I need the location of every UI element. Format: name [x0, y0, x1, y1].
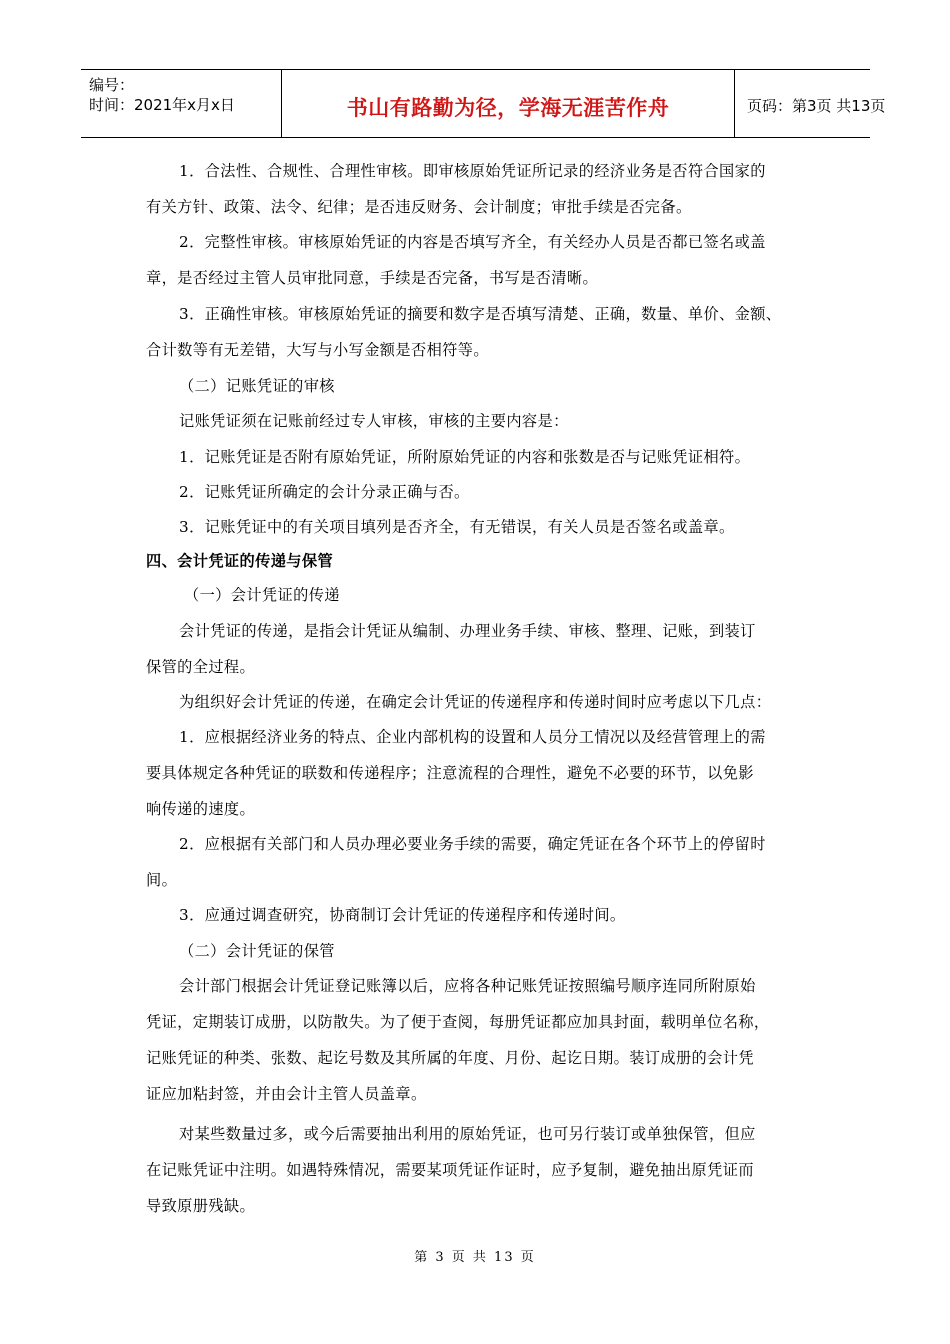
text-line: 间。 — [146, 871, 178, 889]
time-label: 时间：2021年x月x日 — [89, 96, 235, 114]
text-line: 3．记账凭证中的有关项目填列是否齐全，有无错误，有关人员是否签名或盖章。 — [179, 518, 735, 536]
text-line: 会计凭证的传递，是指会计凭证从编制、办理业务手续、审核、整理、记账，到装订 — [179, 622, 756, 640]
text-line: 有关方针、政策、法令、纪律；是否违反财务、会计制度；审批手续是否完备。 — [146, 198, 692, 216]
page-footer: 第 3 页 共 13 页 — [414, 1250, 536, 1265]
text-line: 2．完整性审核。审核原始凭证的内容是否填写齐全，有关经办人员是否都已签名或盖 — [179, 233, 766, 251]
motto-text: 书山有路勤为径，学海无涯苦作舟 — [346, 96, 670, 120]
text-line: 为组织好会计凭证的传递，在确定会计凭证的传递程序和传递时间时应考虑以下几点： — [179, 693, 772, 711]
text-line: 记账凭证的种类、张数、起讫号数及其所属的年度、月份、起讫日期。装订成册的会计凭 — [146, 1049, 754, 1067]
text-line: 1．应根据经济业务的特点、企业内部机构的设置和人员分工情况以及经营管理上的需 — [179, 728, 766, 746]
text-line: 证应加粘封签，并由会计主管人员盖章。 — [146, 1085, 427, 1103]
text-line: 要具体规定各种凭证的联数和传递程序；注意流程的合理性，避免不必要的环节，以免影 — [146, 764, 754, 782]
subheading: （一）会计凭证的传递 — [184, 586, 340, 604]
text-line: 对某些数量过多，或今后需要抽出利用的原始凭证，也可另行装订或单独保管，但应 — [179, 1125, 756, 1143]
text-line: 在记账凭证中注明。如遇特殊情况，需要某项凭证作证时，应予复制，避免抽出原凭证而 — [146, 1161, 754, 1179]
subheading: （二）会计凭证的保管 — [179, 942, 335, 960]
text-line: 响传递的速度。 — [146, 800, 256, 818]
text-line: 2．记账凭证所确定的会计分录正确与否。 — [179, 483, 470, 501]
text-line: 凭证，定期装订成册，以防散失。为了便于查阅，每册凭证都应加具封面，载明单位名称， — [146, 1013, 770, 1031]
serial-label: 编号： — [89, 76, 135, 94]
text-line: 2．应根据有关部门和人员办理必要业务手续的需要，确定凭证在各个环节上的停留时 — [179, 835, 766, 853]
header-left-cell — [81, 70, 281, 137]
subheading: （二）记账凭证的审核 — [179, 377, 335, 395]
page-header — [81, 69, 886, 138]
header-right-cell — [735, 70, 886, 137]
page-code: 页码：第3页 共13页 — [747, 97, 886, 115]
text-line: 保管的全过程。 — [146, 658, 256, 676]
section-heading: 四、会计凭证的传递与保管 — [146, 552, 334, 570]
text-line: 导致原册残缺。 — [146, 1197, 256, 1215]
text-line: 1．记账凭证是否附有原始凭证，所附原始凭证的内容和张数是否与记账凭证相符。 — [179, 448, 751, 466]
text-line: 记账凭证须在记账前经过专人审核，审核的主要内容是： — [179, 412, 569, 430]
text-line: 合计数等有无差错，大写与小写金额是否相符等。 — [146, 341, 489, 359]
text-line: 3．应通过调查研究，协商制订会计凭证的传递程序和传递时间。 — [179, 906, 626, 924]
text-line: 会计部门根据会计凭证登记账簿以后，应将各种记账凭证按照编号顺序连同所附原始 — [179, 977, 756, 995]
text-line: 3．正确性审核。审核原始凭证的摘要和数字是否填写清楚、正确，数量、单价、金额、 — [179, 305, 782, 323]
text-line: 1．合法性、合规性、合理性审核。即审核原始凭证所记录的经济业务是否符合国家的 — [179, 162, 766, 180]
text-line: 章，是否经过主管人员审批同意，手续是否完备，书写是否清晰。 — [146, 269, 599, 287]
header-motto-cell — [281, 70, 735, 137]
